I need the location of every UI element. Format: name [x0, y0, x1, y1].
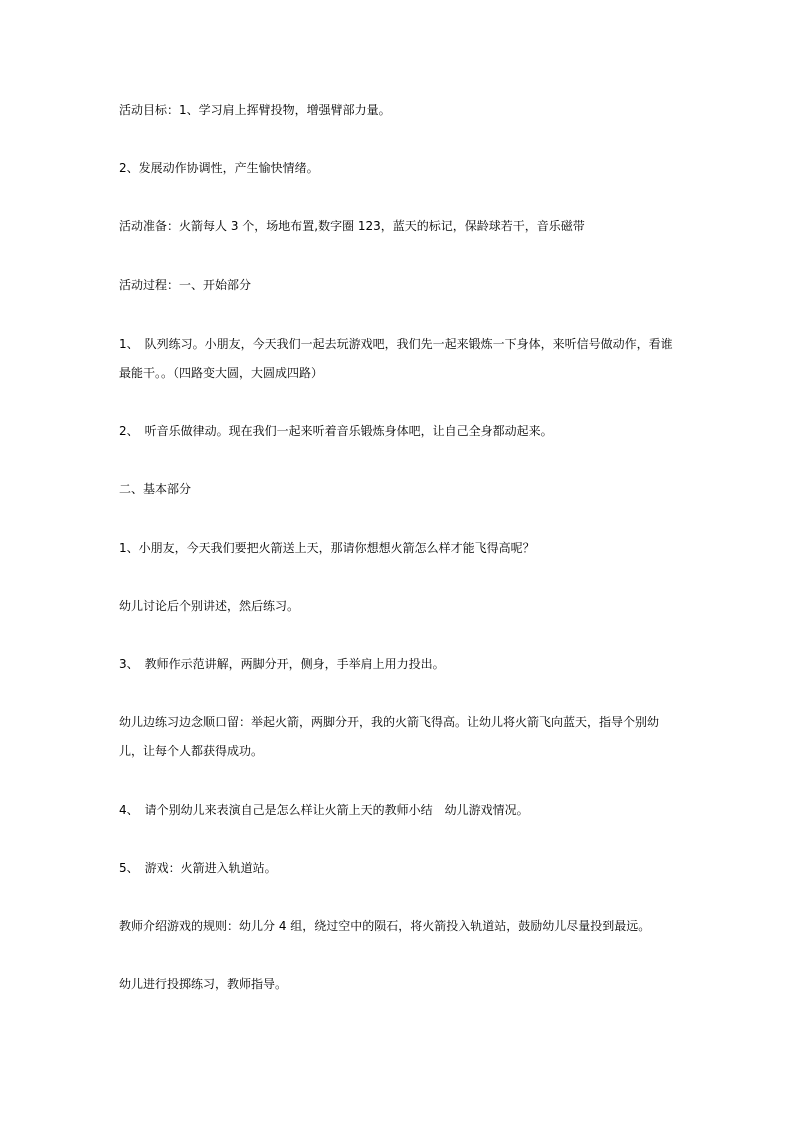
children-chant: 幼儿边练习边念顺口留：举起火箭，两脚分开，我的火箭飞得高。让幼儿将火箭飞向蓝天，指导个别幼儿，让每个人都获得成功。: [119, 715, 660, 758]
game-rules: 教师介绍游戏的规则：幼儿分 4 组，绕过空中的陨石，将火箭投入轨道站，鼓励幼儿尽量投到最远。: [119, 919, 651, 933]
activity-goal-2: 2、发展动作协调性，产生愉快情绪。: [119, 161, 319, 175]
activity-preparation: 活动准备：火箭每人 3 个，场地布置,数字圈 123，蓝天的标记，保龄球若干，音乐磁带: [119, 219, 585, 233]
basic-step-4: 4、 请个别幼儿来表演自己是怎么样让火箭上天的教师小结 幼儿游戏情况。: [119, 803, 529, 817]
basic-section-heading: 二、基本部分: [119, 482, 192, 496]
basic-step-3: 3、 教师作示范讲解，两脚分开，侧身，手举肩上用力投出。: [119, 657, 445, 671]
basic-step-1: 1、小朋友，今天我们要把火箭送上天，那请你想想火箭怎么样才能飞得高呢？: [119, 541, 535, 555]
activity-process-heading: 活动过程：一、开始部分: [119, 278, 252, 292]
activity-goal-1: 活动目标：1、学习肩上挥臂投物，增强臂部力量。: [119, 103, 391, 117]
basic-step-5: 5、 游戏：火箭进入轨道站。: [119, 861, 277, 875]
children-discussion: 幼儿讨论后个别讲述，然后练习。: [119, 599, 300, 613]
throwing-practice: 幼儿进行投掷练习，教师指导。: [119, 977, 288, 991]
start-step-1: 1、 队列练习。小朋友，今天我们一起去玩游戏吧，我们先一起来锻炼一下身体，来听信号做动作，看谁最能干。。（四路变大圆，大圆成四路）: [119, 337, 673, 380]
start-step-2: 2、 听音乐做律动。现在我们一起来听着音乐锻炼身体吧，让自己全身都动起来。: [119, 424, 553, 438]
